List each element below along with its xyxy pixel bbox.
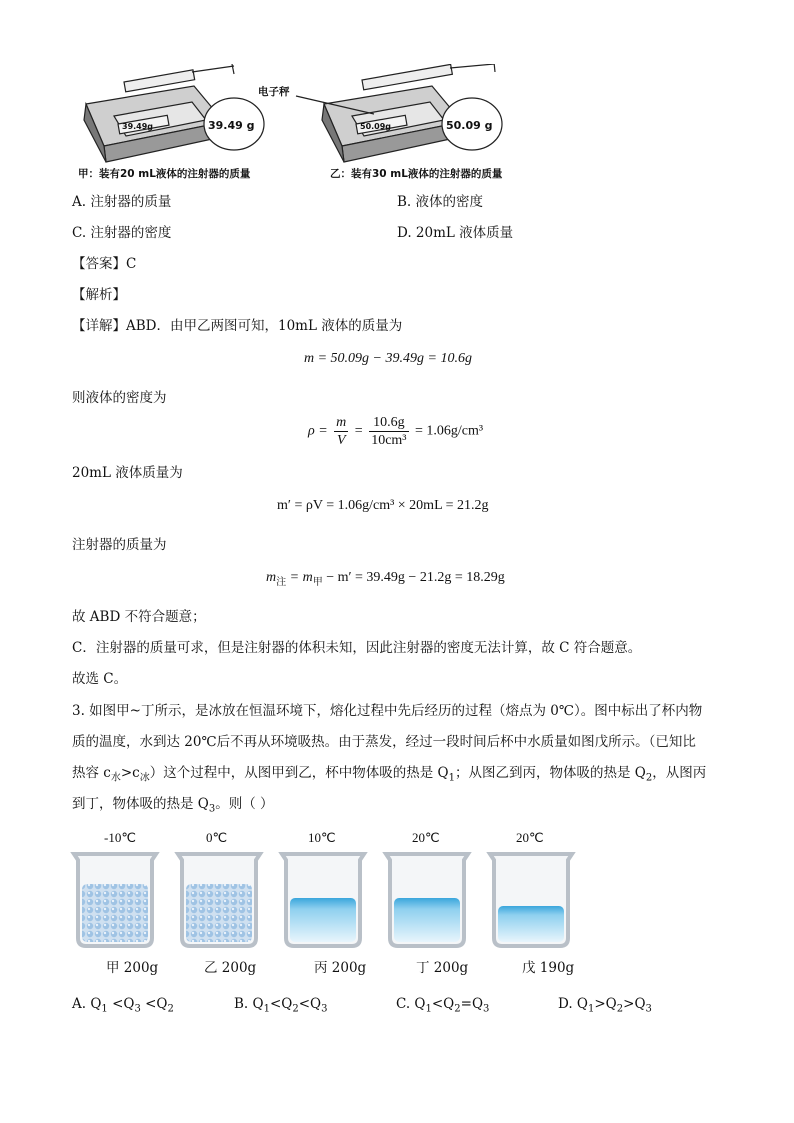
formula-mass-20ml: m′ = ρV = 1.06g/cm³ × 20mL = 21.2g <box>277 498 489 513</box>
q3c-m1: <Q <box>431 996 455 1012</box>
ice-cubes <box>82 884 148 942</box>
beaker-3 <box>282 854 364 946</box>
q3c-s3: 3 <box>483 1003 490 1015</box>
q3-line-1: 3. 如图甲~丁所示，是冰放在恒温环境下，熔化过程中先后经历的过程（熔点为 0℃）。图中标出了杯内物 <box>72 703 703 719</box>
left-screen-value: 39.49g <box>122 122 154 131</box>
q3c-s1: 1 <box>425 1003 432 1015</box>
q3-option-a <box>72 994 174 1020</box>
fraction-values <box>369 414 408 449</box>
beaker-5-temp: 20℃ <box>516 830 544 845</box>
q3-l3-sub4: 2 <box>645 772 653 784</box>
q3-l3-sub3: 1 <box>448 772 455 784</box>
beaker-1 <box>74 854 156 946</box>
q3d-m2: >Q <box>623 996 646 1012</box>
mass20-intro: 20mL 液体质量为 <box>72 465 183 481</box>
beaker-2-label: 乙 200g <box>204 960 257 976</box>
formula-mass-10ml: m = 50.09g − 39.49g = 10.6g <box>304 351 472 366</box>
q3a-s3: 2 <box>167 1003 174 1015</box>
q3c-prefix: C. Q <box>396 996 426 1012</box>
q3b-s2: 2 <box>292 1003 299 1015</box>
right-screen-value: 50.09g <box>360 122 392 131</box>
q3a-m2: <Q <box>140 996 168 1012</box>
water-level <box>498 906 564 942</box>
f4-rest: − m′ = 39.49g − 21.2g = 18.29g <box>322 570 505 585</box>
q3b-s3: 3 <box>321 1003 328 1015</box>
option-d: D. 20mL 液体质量 <box>397 225 514 241</box>
q3a-s2: 3 <box>134 1003 141 1015</box>
beaker-4-label: 丁 200g <box>416 960 469 976</box>
q3-l3-sub2: 冰 <box>139 772 150 784</box>
q3b-m2: <Q <box>298 996 322 1012</box>
q3-option-d <box>558 994 652 1020</box>
analysis-heading: 【解析】 <box>72 287 126 303</box>
q3-l3-a: 热容 c <box>72 765 111 781</box>
q3-option-c <box>396 994 489 1020</box>
beaker-2 <box>178 854 260 946</box>
syringe-intro: 注射器的质量为 <box>72 537 167 553</box>
left-display-value: 39.49 g <box>208 119 255 132</box>
q3d-prefix: D. Q <box>558 996 588 1012</box>
beaker-5-label: 戊 190g <box>522 960 575 976</box>
beaker-3-temp: 10℃ <box>308 830 336 845</box>
q3-line-2: 质的温度，水到达 20℃后不再从环境吸热。由于蒸发，经过一段时间后杯中水质量如图戊所示。（已知比 <box>72 734 696 750</box>
option-a: A. 注射器的质量 <box>72 194 172 210</box>
q3d-s3: 3 <box>645 1003 652 1015</box>
density-rhs: = 1.06g/cm³ <box>415 423 484 439</box>
beaker-4-temp: 20℃ <box>412 830 440 845</box>
beaker-row <box>70 826 590 986</box>
option-c: C. 注射器的密度 <box>72 225 172 241</box>
q3-line-4 <box>72 794 274 820</box>
left-scale <box>84 64 264 162</box>
beaker-5 <box>490 854 572 946</box>
right-caption: 乙：装有30 mL液体的注射器的质量 <box>330 168 503 180</box>
q3-l4-sub: 3 <box>208 803 216 815</box>
water-level <box>394 898 460 942</box>
f4-eq1: = m <box>286 570 313 585</box>
frac2-denominator: 10cm³ <box>371 433 407 448</box>
q3a-s1: 1 <box>101 1003 108 1015</box>
water-level <box>290 898 356 942</box>
formula-density <box>308 414 483 449</box>
conclusion-3: 故选 C。 <box>72 671 128 687</box>
q3b-prefix: B. Q <box>234 996 264 1012</box>
beaker-2-temp: 0℃ <box>206 830 228 845</box>
detail-line: 【详解】ABD．由甲乙两图可知，10mL 液体的质量为 <box>72 318 403 334</box>
q3-l3-d: ；从图乙到丙，物体吸的热是 Q <box>454 765 646 781</box>
frac2-numerator: 10.6g <box>369 414 408 432</box>
beaker-4 <box>386 854 468 946</box>
right-scale <box>296 64 502 162</box>
q3d-s2: 2 <box>616 1003 624 1015</box>
conclusion-1: 故 ABD 不符合题意； <box>72 609 206 625</box>
density-intro: 则液体的密度为 <box>72 390 167 406</box>
ice-cubes <box>186 884 252 942</box>
q3d-s1: 1 <box>588 1003 595 1015</box>
q3-option-b <box>234 994 327 1020</box>
q3c-s2: 2 <box>454 1003 461 1015</box>
beaker-1-temp: -10℃ <box>104 830 136 845</box>
q3-l3-b: >c <box>120 765 140 781</box>
q3a-prefix: A. Q <box>72 996 102 1012</box>
q3b-s1: 1 <box>263 1003 270 1015</box>
q3a-m1: <Q <box>107 996 135 1012</box>
frac1-numerator: m <box>336 415 347 430</box>
frac1-denominator: V <box>336 433 346 448</box>
right-display-value: 50.09 g <box>446 119 493 132</box>
option-b: B. 液体的密度 <box>397 194 484 210</box>
q3-l3-e: ，从图丙 <box>652 765 707 781</box>
q3b-m1: <Q <box>269 996 293 1012</box>
formula-syringe-mass <box>266 570 505 588</box>
answer: 【答案】C <box>72 256 137 272</box>
q3-l4-a: 到丁，物体吸的热是 Q <box>72 796 209 812</box>
density-eq: = <box>354 423 363 439</box>
beaker-3-label: 丙 200g <box>314 960 367 976</box>
density-lhs: ρ = <box>308 423 328 439</box>
scale-label: 电子秤 <box>258 86 290 98</box>
f4-sub2: 甲 <box>312 576 323 588</box>
q3-l3-c: ）这个过程中，从图甲到乙，杯中物体吸的热是 Q <box>149 765 449 781</box>
conclusion-2: C．注射器的质量可求，但是注射器的体积未知，因此注射器的密度无法计算，故 C 符合题意。 <box>72 640 642 656</box>
beaker-1-label: 甲 200g <box>106 960 159 976</box>
q3d-m1: >Q <box>594 996 617 1012</box>
q3-l4-b: 。则（ ） <box>215 796 274 812</box>
q3-line-3 <box>72 763 706 789</box>
f4-sub1: 注 <box>276 576 287 588</box>
q3-l3-sub1: 水 <box>110 772 121 784</box>
f4-m: m <box>266 570 277 585</box>
fraction-m-over-v <box>334 414 348 449</box>
left-caption: 甲：装有20 mL液体的注射器的质量 <box>78 168 251 180</box>
q3c-m2: =Q <box>460 996 484 1012</box>
